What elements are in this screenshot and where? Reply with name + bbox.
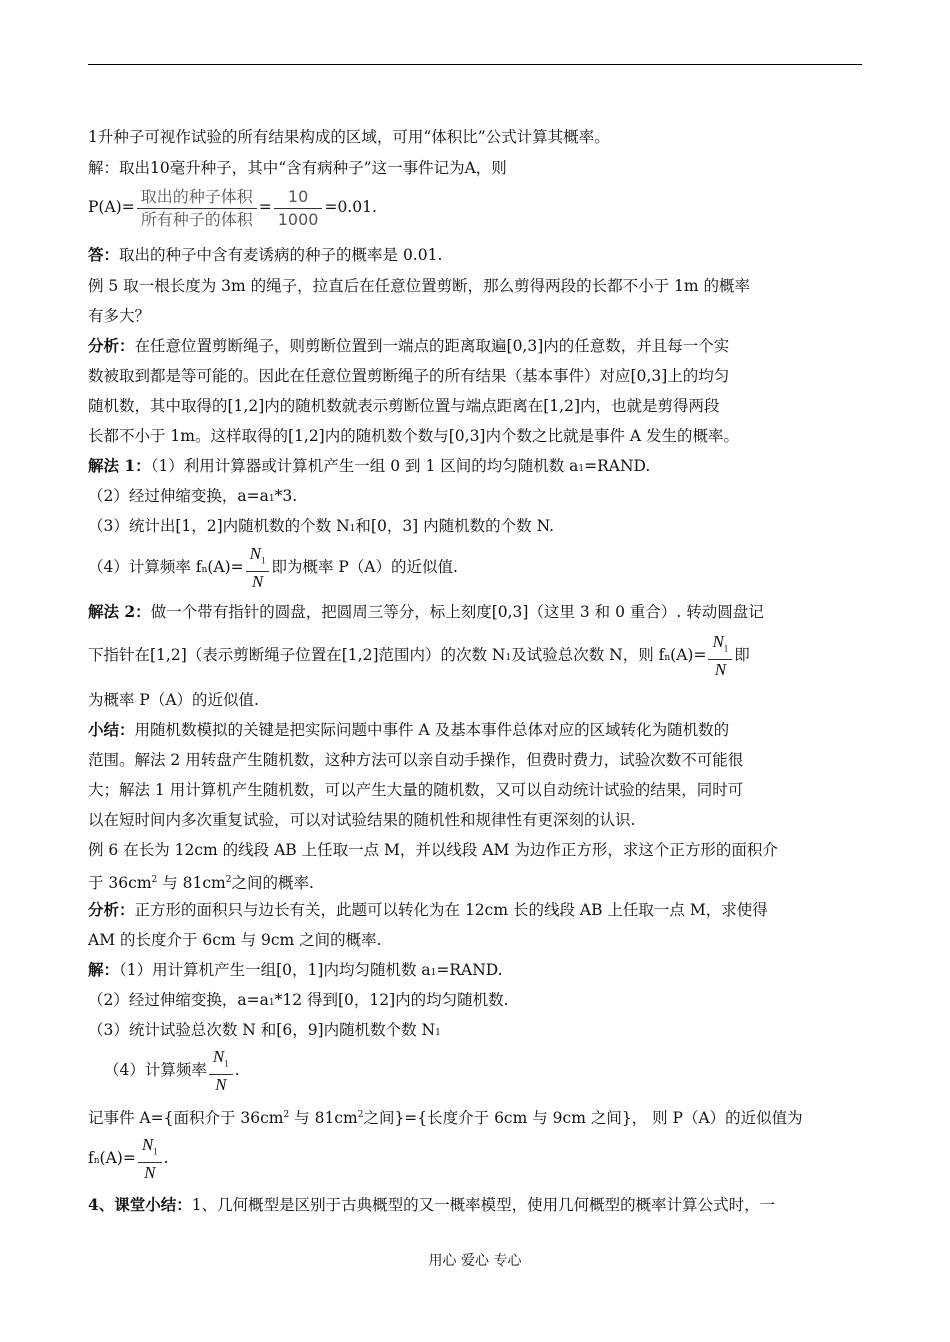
- page-footer: 用心 爱心 专心: [428, 1253, 522, 1269]
- fraction-n1-over-n: $\frac{N_1}{N}$: [708, 633, 732, 678]
- solution-1-line-2: （2）经过伸缩变换，a=a1*3.: [88, 487, 298, 505]
- event-definition-line: 记事件 A={面积介于 $36cm^2$ 与 $81cm^2$之间}={长度介于 6cm 与 9cm 之间}， 则 P（A）的近似值为: [88, 1109, 803, 1128]
- solution-6-line-1: 解：（1）用计算机产生一组[0，1]内均匀随机数 a1=RAND.: [88, 960, 503, 979]
- summary-line-1: 小结：用随机数模拟的关键是把实际问题中事件 A 及基本事件总体对应的区域转化为随机数的: [88, 720, 730, 739]
- solution-2-line-1: 解法 2：做一个带有指针的圆盘，把圆周三等分，标上刻度[0,3]（这里 3 和 0 重合）. 转动圆盘记: [88, 602, 764, 621]
- fraction-n1-over-n: $\frac{N_1}{N}$: [138, 1136, 162, 1181]
- analysis-line-1: 分析：在任意位置剪断绳子，则剪断位置到一端点的距离取遍[0,3]内的任意数，并且每一个实: [88, 336, 730, 355]
- approximation-formula: fn(A)= $\frac{N_1}{N}$ .: [88, 1135, 169, 1182]
- example-6-line-2: 于 $36cm^2$ 与 $81cm^2$之间的概率.: [88, 874, 314, 893]
- example-6-line-1: 例 6 在长为 12cm 的线段 AB 上任取一点 M，并以线段 AM 为边作正方形，求这个正方形的面积介: [88, 841, 778, 859]
- analysis-line-4: 长都不小于 1m。这样取得的[1,2]内的随机数个数与[0,3]内个数之比就是事件 A 发生的概率。: [88, 427, 740, 445]
- analysis-6-line-2: AM 的长度介于 6cm 与 9cm 之间的概率.: [88, 931, 382, 949]
- solution-2-line-2: 下指针在[1,2]（表示剪断绳子位置在[1,2]范围内）的次数 N1及试验总次数 N，则 fn(A)= $\frac{N_1}{N}$ 即: [88, 632, 750, 679]
- fraction-10-1000: $\frac{10}{1000}$: [274, 187, 323, 230]
- solution-6-line-2: （2）经过伸缩变换，a=a1*12 得到[0，12]内的均匀随机数.: [88, 991, 509, 1009]
- text-line-2: 解：取出10毫升种子，其中“含有病种子”这一事件记为A，则: [88, 159, 507, 177]
- example-5-line-2: 有多大？: [88, 307, 151, 325]
- formula-volume-ratio: P(A)= $\frac{\text{取出的种子体积}}{\text{所有种子的体积}}$ = $\frac{10}{1000}$ =0.01.: [88, 186, 377, 229]
- solution-6-line-4: （4）计算频率 $\frac{N_1}{N}$ .: [104, 1047, 240, 1094]
- example-5-line-1: 例 5 取一根长度为 3m 的绳子，拉直后在任意位置剪断，那么剪得两段的长都不小于 1m 的概率: [88, 277, 751, 295]
- analysis-line-2: 数被取到都是等可能的。因此在任意位置剪断绳子的所有结果（基本事件）对应[0,3]上的均匀: [88, 367, 730, 385]
- solution-1-line-3: （3）统计出[1，2]内随机数的个数 N1和[0，3] 内随机数的个数 N.: [88, 517, 555, 535]
- summary-line-3: 大；解法 1 用计算机产生随机数，可以产生大量的随机数，又可以自动统计试验的结果，同时可: [88, 781, 744, 799]
- fraction-n1-over-n: $\frac{N_1}{N}$: [209, 1048, 233, 1093]
- solution-1-line-1: 解法 1：（1）利用计算器或计算机产生一组 0 到 1 区间的均匀随机数 a1=RAND.: [88, 456, 651, 475]
- solution-6-line-3: （3）统计试验总次数 N 和[6，9]内随机数个数 N1: [88, 1021, 441, 1039]
- text-line-1: 1升种子可视作试验的所有结果构成的区域，可用“体积比”公式计算其概率。: [88, 128, 610, 146]
- solution-1-line-4: （4）计算频率 fn(A)= $\frac{N_1}{N}$ 即为概率 P（A）的近似值.: [88, 544, 458, 591]
- summary-line-4: 以在短时间内多次重复试验，可以对试验结果的随机性和规律性有更深刻的认识.: [88, 811, 636, 829]
- analysis-line-3: 随机数，其中取得的[1,2]内的随机数就表示剪断位置与端点距离在[1,2]内，也就是剪得两段: [88, 397, 720, 415]
- analysis-6-line-1: 分析：正方形的面积只与边长有关，此题可以转化为在 12cm 长的线段 AB 上任取一点 M，求使得: [88, 900, 768, 919]
- answer-line: 答：取出的种子中含有麦诱病的种子的概率是 0.01.: [88, 245, 443, 264]
- header-rule: [88, 64, 862, 65]
- summary-line-2: 范围。解法 2 用转盘产生随机数，这种方法可以亲自动手操作，但费时费力，试验次数不可能很: [88, 751, 744, 769]
- fraction-volume: $\frac{\text{取出的种子体积}}{\text{所有种子的体积}}$: [137, 187, 257, 230]
- solution-2-line-3: 为概率 P（A）的近似值.: [88, 691, 259, 709]
- fraction-n1-over-n: $\frac{N_1}{N}$: [246, 545, 270, 590]
- class-summary-line: 4、课堂小结：1、几何概型是区别于古典概型的又一概率模型，使用几何概型的概率计算公式时，一: [88, 1195, 776, 1214]
